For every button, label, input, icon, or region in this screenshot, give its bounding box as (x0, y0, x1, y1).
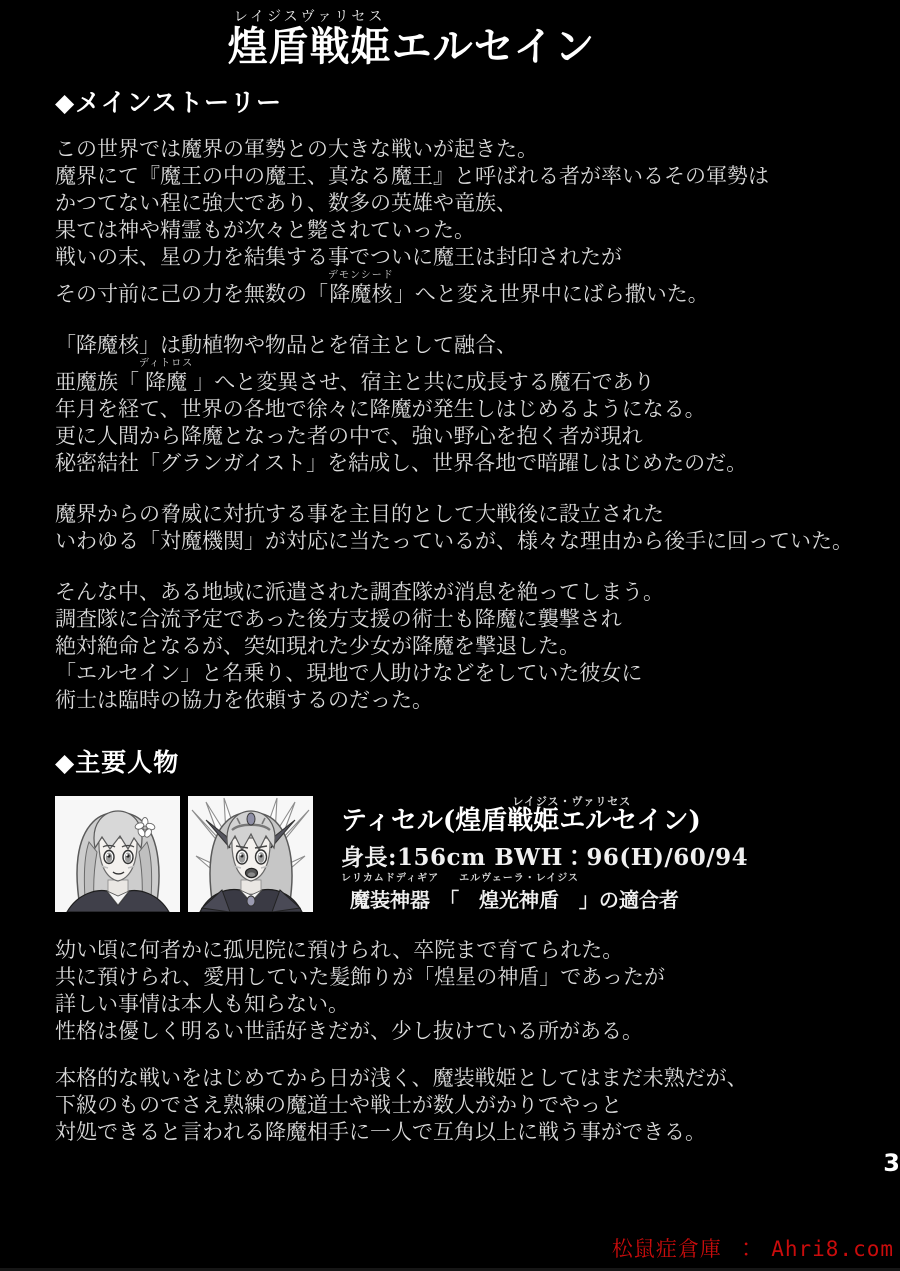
ruby-base: 煌盾戦姫エルセイン (455, 806, 689, 836)
text-line: 絶対絶命となるが、突如現れた少女が降魔を撃退した。 (55, 634, 580, 658)
doujin-title-block (55, 10, 880, 68)
paragraph (55, 579, 880, 714)
paragraph (55, 332, 880, 477)
text-segment: その寸前に己の力を無数の「 (55, 282, 328, 306)
character-description (55, 937, 880, 1146)
text-line (55, 271, 880, 308)
ruby-text: レリカムドディギア (341, 872, 440, 884)
main-story-heading: ◆メインストーリー (55, 88, 282, 117)
text-segment: 」へと変え世界中にばら撒いた。 (393, 282, 709, 306)
text-line: 調査隊に合流予定であった後方支援の術士も降魔に襲撃され (55, 607, 622, 631)
text-line: 更に人間から降魔となった者の中で、強い野心を抱く者が現れ (55, 424, 643, 448)
text-line: 術士は臨時の協力を依頼するのだった。 (55, 688, 433, 712)
ruby-annotated-text (139, 359, 193, 396)
text-line: 本格的な戦いをはじめてから日が浅く、魔装戦姫としてはまだ未熟だが、 (55, 1065, 748, 1090)
main-story-text (55, 136, 880, 714)
ruby-annotated-text (328, 271, 394, 308)
paragraph (55, 501, 880, 555)
ruby-text: ディトロス (139, 358, 194, 369)
text-line (55, 359, 880, 396)
text-line: 下級のものでさえ熟練の魔道士や戦士が数人がかりでやっと (55, 1092, 622, 1117)
paragraph (55, 937, 880, 1045)
text-line: 「降魔核」は動植物や物品とを宿主として融合、 (55, 333, 517, 357)
ruby-base: 魔装神器 (350, 887, 431, 912)
ruby-annotated-text (341, 874, 439, 913)
text-segment: 」の適合者 (578, 887, 679, 912)
portrait-casual-drawing (55, 796, 180, 912)
text-segment: 」へと変異させ、宿主と共に成長する魔石であり (193, 370, 655, 394)
text-line: そんな中、ある地域に派遣された調査隊が消息を絶ってしまう。 (55, 580, 664, 604)
watermark: 松鼠症倉庫 ： Ahri8.com (611, 1237, 894, 1261)
text-line: この世界では魔界の軍勢との大きな戦いが起きた。 (55, 137, 538, 161)
ruby-annotated-text (228, 10, 392, 68)
ruby-base: 煌光神盾 (479, 887, 560, 912)
characters-heading: ◆主要人物 (55, 748, 180, 777)
text-line: 戦いの末、星の力を結集する事でついに魔王は封印されたが (55, 245, 622, 269)
page-title (55, 10, 768, 68)
text-line: 魔界からの脅威に対抗する事を主目的として大戦後に設立された (55, 502, 664, 526)
text-line: 秘密結社「グランガイスト」を結成し、世界各地で暗躍しはじめたのだ。 (55, 451, 748, 475)
page-number: 3 (883, 1149, 900, 1177)
paragraph (55, 1065, 880, 1146)
text-segment: ) (688, 806, 701, 836)
character-profile-row (55, 796, 880, 913)
text-line: 対処できると言われる降魔相手に一人で互角以上に戦う事ができる。 (55, 1119, 706, 1144)
portrait-battle-drawing (188, 796, 313, 912)
text-line: 「エルセイン」と名乗り、現地で人助けなどをしていた彼女に (55, 661, 643, 685)
text-segment: 亜魔族「 (55, 370, 139, 394)
portrait-casual (55, 796, 180, 912)
text-line: 年月を経て、世界の各地で徐々に降魔が発生しはじめるようになる。 (55, 397, 706, 421)
text-line: 幼い頃に何者かに孤児院に預けられ、卒院まで育てられた。 (55, 937, 624, 962)
character-info (341, 796, 748, 913)
text-line: 詳しい事情は本人も知らない。 (55, 991, 349, 1016)
ruby-base: 煌盾戦姫 (227, 23, 392, 70)
ruby-base: 降魔 (145, 370, 188, 394)
text-segment: ティセル( (341, 806, 456, 836)
ruby-base: 降魔核 (329, 282, 393, 306)
portrait-battle (188, 796, 313, 912)
ruby-text: レイジス・ヴァリセス (512, 795, 632, 808)
ruby-text: レイジスヴァリセス (233, 9, 386, 25)
text-line: 魔界にて『魔王の中の魔王、真なる魔王』と呼ばれる者が率いるその軍勢は (55, 164, 769, 188)
text-line: 果ては神や精霊もが次々と斃されていった。 (55, 218, 475, 242)
text-line: 共に預けられ、愛用していた髪飾りが「煌星の神盾」であったが (55, 964, 666, 989)
ruby-annotated-text (455, 796, 688, 837)
text-segment: エルセイン (391, 23, 596, 70)
text-line: かつてない程に強大であり、数多の英雄や竜族、 (55, 191, 517, 215)
character-weapon (341, 874, 748, 913)
paragraph (55, 136, 880, 308)
text-line: いわゆる「対魔機関」が対応に当たっているが、様々な理由から後手に回っていた。 (55, 529, 853, 553)
ruby-annotated-text (459, 874, 579, 913)
character-stats: 身長:156cm BWH：96(H)/60/94 (341, 843, 749, 871)
ruby-text: エルヴェーラ・レイジス (459, 872, 579, 884)
character-name (341, 796, 748, 837)
ruby-text: デモンシード (328, 270, 394, 281)
text-segment: 「 (439, 887, 460, 912)
text-line: 性格は優しく明るい世話好きだが、少し抜けている所がある。 (55, 1018, 643, 1043)
